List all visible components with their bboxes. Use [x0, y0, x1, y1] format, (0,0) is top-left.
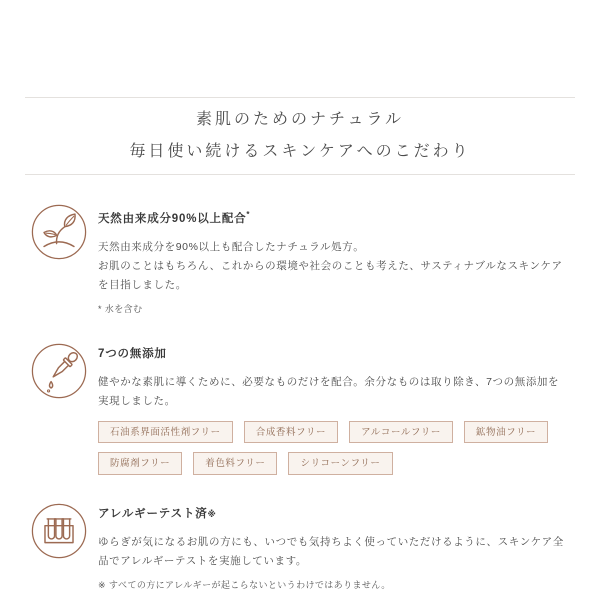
sprout-icon: [30, 203, 88, 261]
feature-content: [88, 203, 565, 315]
feature-title-text: 天然由来成分90%以上配合: [98, 212, 247, 225]
free-of-tag: アルコールフリー: [349, 421, 453, 444]
feature-title: [98, 506, 565, 522]
feature-body: [98, 533, 565, 571]
feature-additive-free: [30, 342, 575, 475]
free-of-tag: 着色料フリー: [193, 452, 277, 475]
footnote-marker: *: [246, 210, 251, 219]
test-tubes-icon: [30, 502, 88, 560]
feature-title: [98, 346, 565, 362]
free-of-tag: 防腐剤フリー: [98, 452, 182, 475]
feature-natural-ingredients: [30, 203, 575, 315]
feature-allergy-tested: [30, 502, 575, 591]
free-of-tag-list: [98, 421, 565, 475]
footnote-marker: ※: [207, 508, 217, 519]
feature-body: [98, 373, 565, 411]
free-of-tag: 鉱物油フリー: [464, 421, 548, 444]
feature-list: [30, 203, 575, 591]
feature-title-text: アレルギーテスト済: [98, 507, 208, 520]
feature-title: [98, 207, 565, 227]
section-intro: [0, 98, 600, 174]
feature-footnote: ※ すべての方にアレルギーが起こらないというわけではありません。: [98, 579, 391, 590]
feature-body-line: お肌のことはもちろん、これからの環境や社会のことも考えた、サスティナブルなスキンケアを目指しました。: [98, 259, 563, 291]
feature-footnote: * 水を含む: [98, 303, 143, 314]
dropper-icon: [30, 342, 88, 400]
feature-body: [98, 238, 565, 295]
divider-bottom: [25, 174, 575, 175]
feature-title-text: 7つの無添加: [98, 347, 167, 360]
feature-content: [88, 342, 565, 475]
feature-body-line: 天然由来成分を90%以上も配合したナチュラル処方。: [98, 240, 365, 253]
feature-body-line: 健やかな素肌に導くために、必要なものだけを配合。余分なものは取り除き、7つの無添加を実現しました。: [98, 375, 560, 407]
intro-title-line1: 素肌のためのナチュラル: [195, 111, 405, 128]
feature-content: [88, 502, 565, 591]
free-of-tag: シリコーンフリー: [288, 452, 392, 475]
intro-title-line2: 毎日使い続けるスキンケアへのこだわり: [129, 143, 471, 160]
free-of-tag: 石油系界面活性剤フリー: [98, 421, 233, 444]
free-of-tag: 合成香料フリー: [244, 421, 338, 444]
feature-body-line: ゆらぎが気になるお肌の方にも、いつでも気持ちよく使っていただけるように、スキンケア全品でアレルギーテストを実施しています。: [98, 535, 564, 567]
